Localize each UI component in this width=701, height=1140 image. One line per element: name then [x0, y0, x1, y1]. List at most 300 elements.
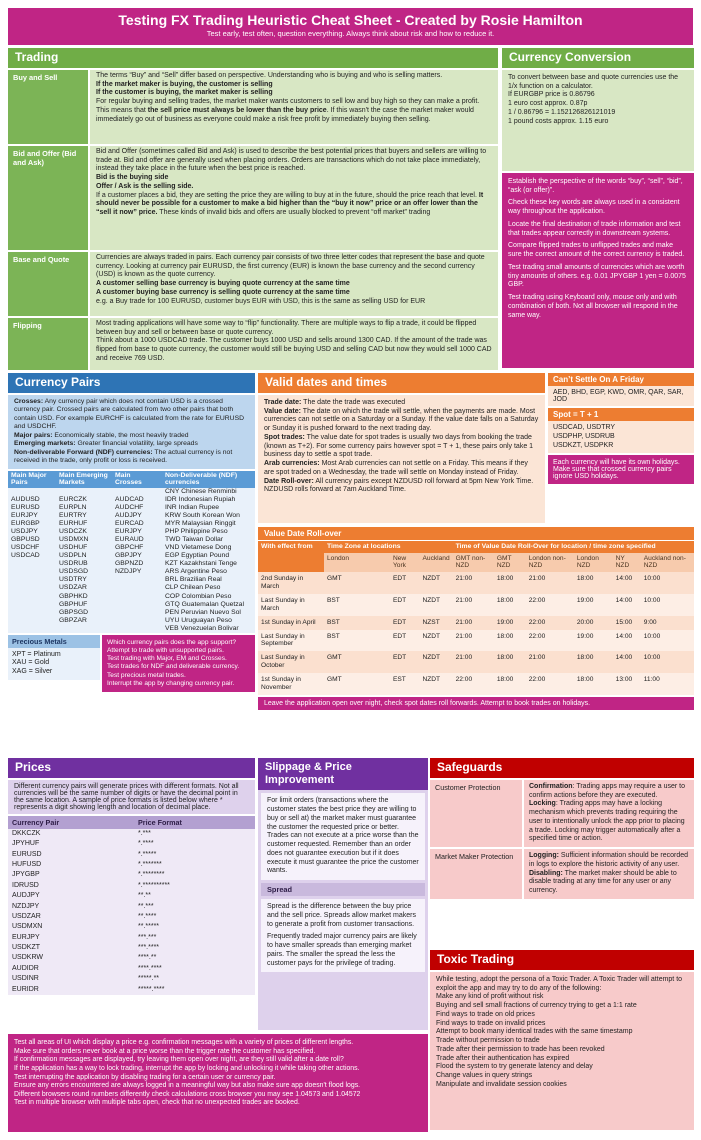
table-cell: UYU Uruguayan Peso — [165, 616, 232, 624]
table-cell: 21:00 — [453, 630, 494, 652]
text-line: Test interrupting the application by disabling trading for a certain user or currency pair. — [14, 1073, 276, 1081]
table-cell: EURCAD — [115, 520, 144, 528]
text-line: Buying and sell small fractions of currency trying to get a 1:1 rate — [436, 1002, 637, 1010]
bold-text-segment: Crosses: — [14, 397, 44, 405]
spread-body — [261, 899, 425, 972]
text-line: USDPHP, USDRUB — [553, 432, 615, 440]
table-row — [8, 568, 255, 576]
bold-text-segment: Confirmation — [529, 782, 573, 790]
text-segment: The terms “Buy” and “Sell” differ based on perspective. Understanding who is buying and who is selling matters. — [96, 71, 443, 79]
table-cell: 18:00 — [494, 594, 526, 616]
table-cell: USDPLN — [59, 552, 87, 560]
table-cell: EURUSD — [11, 504, 40, 512]
table-cell — [8, 576, 56, 584]
table-cell: BRL Brazilian Real — [165, 576, 222, 584]
table-cell: EURUSD — [12, 850, 42, 858]
table-cell: NZDT — [420, 651, 453, 673]
currency-pairs-title: Currency Pairs — [8, 373, 255, 393]
table-cell: GMT — [324, 651, 390, 673]
table-cell — [8, 601, 56, 609]
bold-text-segment: Major pairs: — [14, 431, 53, 439]
table-cell: 13:00 — [613, 673, 641, 695]
text-line: Attempt to trade with unsupported pairs. — [107, 646, 224, 654]
table-cell — [8, 568, 56, 576]
text-line: For limit orders (transactions where the customer states the best price they are willing to buy or sell at) the market maker must guarantee the customer the requested price or better. Trades can not execute at a price worse than the customer requested. Remember than an order does not guarantee execution but if it does execute it must guarantee the price the customer wants. — [267, 797, 419, 875]
slippage-body — [261, 793, 425, 880]
table-cell: IDR Indonesian Rupiah — [165, 496, 236, 504]
bold-text-segment: Arab currencies: — [264, 460, 320, 468]
text-line — [529, 870, 689, 896]
table-cell: NZDT — [420, 673, 453, 695]
table-cell: EURIDR — [12, 985, 39, 993]
table-cell: EDT — [390, 630, 420, 652]
table-cell: 22:00 — [453, 673, 494, 695]
safeguards-row-market-maker-protection — [430, 849, 694, 899]
column-header: Price Format — [134, 816, 255, 829]
text-line — [529, 800, 689, 844]
text-line — [96, 192, 492, 218]
table-cell: London — [324, 553, 390, 572]
text-line — [14, 440, 249, 448]
text-segment: Most trading applications will have some way to “flip” functionality. There are multiple ways to flip a trade, it could be flipped between buy and sell or between base or quote currency. — [96, 319, 477, 336]
table-cell: GBPJPY — [115, 552, 142, 560]
text-line: Spread is the difference between the buy price and the sell price. Spreads allow market makers to generate a profit from customer transactions. — [267, 903, 417, 928]
cant-settle-friday-title: Can’t Settle On A Friday — [548, 373, 694, 386]
text-line: If confirmation messages are displayed, try leaving them open over night, are they still valid after a date roll? — [14, 1056, 344, 1064]
table-cell: NY NZD — [613, 553, 641, 572]
table-cell — [112, 609, 162, 617]
text-line: Test trades for NDF and deliverable currency. — [107, 663, 240, 671]
table-cell: JPYGBP — [12, 871, 40, 879]
text-line — [264, 478, 539, 496]
table-cell: AUDCAD — [115, 496, 144, 504]
text-segment: : Trading apps may have a locking mechanism which prevents trading requiring the user to intentionally unlock the app prior to placing a trade. Locking may trigger automatically after a specified time or action. — [529, 800, 685, 843]
table-cell: 21:00 — [526, 651, 574, 673]
table-cell — [112, 593, 162, 601]
table-cell: ****.**** — [138, 964, 162, 972]
spot-t1-title: Spot = T + 1 — [548, 408, 694, 421]
text-line — [96, 89, 492, 98]
row-content — [90, 252, 498, 316]
table-cell: 10:00 — [641, 630, 694, 652]
table-cell — [112, 488, 162, 496]
table-cell: GBPNZD — [115, 560, 144, 568]
table-row — [8, 974, 255, 984]
row-label: Market Maker Protection — [430, 849, 522, 899]
table-cell: 21:00 — [453, 616, 494, 630]
table-cell: EDT — [390, 616, 420, 630]
table-row — [8, 544, 255, 552]
table-cell: GBPHUF — [59, 600, 88, 608]
table-header-row — [8, 471, 255, 489]
table-cell — [8, 593, 56, 601]
table-cell: EGP Egyptian Pound — [165, 552, 230, 560]
text-line — [96, 183, 492, 192]
text-line: 1 euro cost approx. 0.87p — [508, 100, 588, 108]
table-cell: EURHUF — [59, 520, 88, 528]
table-cell: 20:00 — [574, 616, 613, 630]
table-row — [8, 964, 255, 974]
text-line — [96, 289, 492, 298]
table-cell: IDRUSD — [12, 881, 39, 889]
table-row — [8, 860, 255, 870]
column-group-header: Time Zone at locations — [324, 541, 453, 553]
text-line: Make any kind of profit without risk — [436, 993, 544, 1001]
table-row — [8, 891, 255, 901]
text-line: Change values in query strings — [436, 1072, 533, 1080]
cant-settle-friday-currencies: AED, BHD, EGP, KWD, OMR, QAR, SAR, JOD — [548, 386, 694, 406]
table-cell: PHP Philippine Peso — [165, 528, 228, 536]
table-cell: New York — [390, 553, 420, 572]
bold-text-segment: If the market maker is buying, the customer is selling — [96, 80, 273, 88]
section-slippage — [258, 758, 428, 1030]
table-cell: BST — [324, 630, 390, 652]
table-cell: INR Indian Rupee — [165, 504, 220, 512]
table-cell: USDINR — [12, 975, 39, 983]
text-line: Trade after their authentication has expired — [436, 1054, 570, 1062]
text-line — [96, 298, 492, 307]
section-currency-pairs — [8, 373, 255, 754]
table-cell: NZDJPY — [115, 568, 142, 576]
table-cell: USDMXN — [59, 536, 89, 544]
column-header: Non-Deliverable (NDF) currencies — [162, 471, 255, 489]
table-cell: Last Sunday in March — [258, 594, 324, 616]
text-line — [14, 449, 249, 466]
text-line: If EURGBP price is 0.86796 — [508, 91, 595, 99]
text-line: Find ways to trade on invalid prices — [436, 1019, 546, 1027]
bold-text-segment: A customer buying base currency is selling quote currency at the same time — [96, 288, 350, 296]
table-cell: EURJPY — [11, 512, 38, 520]
table-cell: EDT — [390, 594, 420, 616]
table-cell: Auckland — [420, 553, 453, 572]
bold-text-segment: Bid is the buying side — [96, 174, 169, 182]
sheet-title: Testing FX Trading Heuristic Cheat Sheet - Created by Rosie Hamilton — [118, 12, 583, 28]
table-cell: 22:00 — [526, 616, 574, 630]
column-header: With effect from — [258, 541, 324, 572]
prices-table — [8, 816, 255, 995]
table-cell: USDCAD — [11, 552, 40, 560]
section-valid-dates — [258, 373, 545, 525]
table-cell: EST — [390, 673, 420, 695]
table-cell: EURAUD — [115, 536, 144, 544]
text-segment: If a customer places a bid, they are setting the price they are willing to buy at in the future, should the price reach that level. — [96, 191, 479, 199]
rollover-table-body — [258, 572, 694, 695]
currency-pairs-table-body — [8, 488, 255, 632]
text-line — [96, 148, 492, 174]
table-cell — [112, 625, 162, 633]
text-line — [96, 98, 492, 124]
text-line: Interrupt the app by changing currency pair. — [107, 679, 235, 687]
table-cell: USDKZT — [12, 944, 40, 952]
row-content — [524, 849, 694, 899]
table-cell: 1st Sunday in November — [258, 673, 324, 695]
precious-metals-block — [8, 635, 255, 692]
table-cell: 18:00 — [494, 673, 526, 695]
table-cell: 10:00 — [641, 572, 694, 594]
text-line: Ensure any errors encountered are always logged in a meaningful way but also make sure app doesn't flood logs. — [14, 1082, 361, 1090]
table-cell: *****.**** — [138, 985, 165, 993]
table-cell: NZDT — [420, 572, 453, 594]
table-row — [258, 616, 694, 630]
precious-metals-column — [8, 635, 100, 692]
text-line: To convert between base and quote currencies use the 1/x function on a calculator. — [508, 73, 679, 90]
table-cell: GMT non-NZD — [453, 553, 494, 572]
prices-table-head — [8, 816, 255, 829]
table-row — [8, 504, 255, 512]
table-cell — [8, 617, 56, 625]
trading-section-title: Trading — [8, 48, 498, 68]
text-line: Make sure that orders never book at a price worse than the trigger rate the customer has specified. — [14, 1047, 316, 1055]
text-segment: The value date for spot trades is usually two days from booking the trade (known as T+2). For some currency pairs however spot = T + 1, these pairs only take 1 business day to settle a spot trade. — [264, 433, 534, 459]
text-line: XAU = Gold — [12, 659, 50, 667]
slippage-title: Slippage & Price Improvement — [258, 758, 428, 790]
text-segment: For regular buying and selling trades, the market maker wants customers to sell low and buy high so they can make a profit. This means that — [96, 98, 480, 114]
table-row — [8, 536, 255, 544]
text-line — [96, 72, 492, 81]
table-row — [8, 625, 255, 633]
bold-text-segment: Value date: — [264, 407, 301, 415]
table-cell: 11:00 — [641, 673, 694, 695]
column-header: Main Major Pairs — [8, 471, 56, 489]
table-cell: 18:00 — [494, 572, 526, 594]
table-cell: EDT — [390, 651, 420, 673]
text-line — [264, 460, 539, 478]
table-cell: GMT — [324, 572, 390, 594]
toxic-trading-list — [436, 993, 688, 1089]
text-segment: Greater financial volatility, large spreads — [75, 440, 198, 448]
table-cell — [8, 609, 56, 617]
bold-text-segment: A customer selling base currency is buying quote currency at the same time — [96, 280, 350, 288]
table-cell: BST — [324, 616, 390, 630]
table-cell: 14:00 — [613, 651, 641, 673]
text-line: Check these key words are always used in a consistent way throughout the application. — [508, 199, 680, 216]
table-cell: EURJPY — [12, 933, 40, 941]
table-row — [8, 609, 255, 617]
section-prices — [8, 758, 255, 1030]
holiday-test-tip: Each currency will have its own holidays. Make sure that crossed currency pairs ignore USD holidays. — [548, 455, 694, 484]
text-line: Establish the perspective of the words “buy”, “sell”, “bid”, “ask (or offer)”. — [508, 177, 683, 194]
table-cell: NZDJPY — [12, 902, 40, 910]
table-row — [8, 985, 255, 995]
table-cell: EURPLN — [59, 504, 87, 512]
table-cell: 2nd Sunday in March — [258, 572, 324, 594]
table-cell: COP Colombian Peso — [165, 592, 232, 600]
table-cell: USDZAR — [12, 912, 41, 920]
row-label: Flipping — [8, 318, 88, 370]
table-row — [8, 933, 255, 943]
table-cell: *.********** — [138, 881, 170, 889]
table-cell: GBPHKD — [59, 592, 88, 600]
row-content — [90, 318, 498, 370]
trading-row-buy-and-sell — [8, 70, 498, 144]
prices-title: Prices — [8, 758, 255, 778]
bold-text-segment: Disabling: — [529, 869, 563, 877]
column-group-header: Time of Value Date Roll-Over for location / time zone specified — [453, 541, 694, 553]
table-row — [8, 881, 255, 891]
trading-row-flipping — [8, 318, 498, 370]
table-row — [8, 593, 255, 601]
sheet-subtitle: Test early, test often, question everything. Always think about risk and how to reduce it. — [206, 29, 495, 38]
table-cell: **.**** — [138, 912, 157, 920]
table-cell: 22:00 — [526, 594, 574, 616]
bold-text-segment: Trade date: — [264, 398, 302, 406]
row-content — [90, 146, 498, 250]
table-cell: Last Sunday in October — [258, 651, 324, 673]
table-cell — [8, 560, 56, 568]
table-cell: JPYHUF — [12, 840, 40, 848]
currency-pairs-table — [8, 471, 255, 633]
row-label: Bid and Offer (Bid and Ask) — [8, 146, 88, 250]
table-cell: 21:00 — [526, 572, 574, 594]
table-row — [8, 943, 255, 953]
table-cell: GMT NZD — [494, 553, 526, 572]
table-cell: 18:00 — [574, 651, 613, 673]
text-segment: These kinds of invalid bids and offers are usually blocked to prevent “off market” trading — [157, 209, 431, 217]
text-segment: Currencies are always traded in pairs. Each currency pair consists of two three letter codes that represent the base and quote currency. Looking at currency pair EURUSD, the first currency (EUR) is known the base currency and the second currency (USD) is known as the quote currency. — [96, 253, 485, 279]
table-cell: VND Vietamese Dong — [165, 544, 232, 552]
table-cell: **.***** — [138, 923, 160, 931]
text-line — [96, 337, 492, 363]
table-cell — [56, 488, 112, 496]
table-cell: VEB Venezuelan Bolivar — [165, 624, 239, 632]
table-cell: Auckland non-NZD — [641, 553, 694, 572]
table-header-row — [8, 816, 255, 829]
table-cell: *.******** — [138, 871, 165, 879]
safeguards-row-customer-protection — [430, 780, 694, 847]
table-cell: GMT — [324, 673, 390, 695]
valid-dates-title: Valid dates and times — [258, 373, 545, 393]
text-line — [96, 254, 492, 280]
table-cell: EURGBP — [11, 520, 40, 528]
text-line: Test trading using Keyboard only, mouse only and with combination of both. Not all browser will respond in the same way. — [508, 294, 678, 319]
table-row — [8, 528, 255, 536]
table-cell: EURTRY — [59, 512, 87, 520]
bold-text-segment: Locking — [529, 800, 556, 808]
bold-text-segment: If the customer is buying, the market maker is selling — [96, 89, 273, 97]
text-segment: Any currency pair which does not contain USD is a crossed currency pair. Crossed pairs are calculated from two other pairs that both contain USD. For example EURCHF is calculated from the rate for EURUSD and USDCHF. — [14, 397, 245, 431]
prices-intro: Different currency pairs will generate prices with different formats. Not all currencies will be the same number of digits or have the decimal point in the same location. A sample of price formats is listed below where * represents a digit showing length and location of decimal place. — [8, 780, 255, 814]
table-cell: 21:00 — [453, 572, 494, 594]
table-row — [258, 630, 694, 652]
table-cell — [112, 617, 162, 625]
table-cell: KZT Kazakhstani Tenge — [165, 560, 237, 568]
text-line: Which currency pairs does the app support? — [107, 638, 237, 646]
text-line — [264, 434, 539, 460]
section-safeguards — [430, 758, 694, 946]
text-line: 1 / 0.86796 = 1.152126826121019 — [508, 108, 616, 116]
table-cell: KRW South Korean Won — [165, 512, 240, 520]
table-header-row — [258, 541, 694, 553]
table-cell: London non-NZD — [526, 553, 574, 572]
table-cell: 10:00 — [641, 594, 694, 616]
table-cell: London NZD — [574, 553, 613, 572]
table-cell: **.*** — [138, 902, 154, 910]
text-line: Find ways to trade on old prices — [436, 1010, 535, 1018]
text-line — [14, 398, 249, 432]
text-segment: Economically stable, the most heavily traded — [52, 431, 189, 439]
rollover-table-head — [258, 541, 694, 572]
table-row — [8, 520, 255, 528]
table-cell: 22:00 — [526, 630, 574, 652]
text-line: Trade without permission to trade — [436, 1037, 540, 1045]
table-row — [8, 850, 255, 860]
table-cell: GTQ Guatemalan Quetzal — [165, 600, 244, 608]
bold-text-segment: Logging: — [529, 852, 559, 860]
table-cell: AUDIDR — [12, 964, 39, 972]
row-label: Customer Protection — [430, 780, 522, 847]
table-cell: 18:00 — [574, 673, 613, 695]
trading-row-bid-and-offer — [8, 146, 498, 250]
table-cell: Last Sunday in September — [258, 630, 324, 652]
table-row — [8, 617, 255, 625]
table-row — [8, 488, 255, 496]
section-value-date-rollover — [258, 527, 694, 754]
currency-conversion-title: Currency Conversion — [502, 48, 694, 68]
table-cell: ARS Argentine Peso — [165, 568, 227, 576]
text-line — [14, 432, 249, 440]
table-cell: USDRUB — [59, 560, 88, 568]
text-segment: Think about a 1000 USDCAD trade. The customer buys 1000 USD and sells around 1300 CAD. If the amount of the trade was flipped from base to quote currency, the customer would still be buying USD and selling CAD but now they would sell 1000 CAD and receive 769 USD. — [96, 337, 492, 362]
table-cell: USDTRY — [59, 576, 87, 584]
column-header: Main Emerging Markets — [56, 471, 112, 489]
table-cell: CNY Chinese Renminbi — [165, 488, 237, 496]
column-header: Main Crosses — [112, 471, 162, 489]
section-currency-conversion — [502, 48, 694, 370]
table-cell — [8, 625, 56, 633]
text-segment: The date on which the trade will settle, when the payments are made. Most currencies can not settle on a Saturday or a Sunday. If the value date falls on a Saturday or Sunday it is pushed forward to the next trading day. — [264, 407, 539, 433]
table-cell: *****.** — [138, 975, 160, 983]
table-cell: USDCHF — [11, 544, 40, 552]
table-cell: NZDT — [420, 594, 453, 616]
table-cell: USDHUF — [59, 544, 88, 552]
table-row — [8, 953, 255, 963]
table-cell: *.***** — [138, 850, 157, 858]
text-line: If the application has a way to lock trading, interrupt the app by locking and unlocking it while taking other actions. — [14, 1064, 360, 1072]
table-cell: 14:00 — [613, 594, 641, 616]
table-row — [8, 912, 255, 922]
table-row — [8, 512, 255, 520]
table-cell — [112, 601, 162, 609]
table-cell: **.** — [138, 892, 151, 900]
table-cell: AUDJPY — [115, 512, 142, 520]
precious-metals-title: Precious Metals — [8, 635, 100, 648]
table-row — [8, 902, 255, 912]
table-cell: AUDCHF — [115, 504, 144, 512]
text-line — [96, 81, 492, 90]
table-cell: AUDUSD — [11, 496, 40, 504]
table-row — [8, 576, 255, 584]
table-row — [8, 601, 255, 609]
text-line — [264, 408, 539, 434]
table-row — [8, 496, 255, 504]
row-content — [90, 70, 498, 144]
text-line — [96, 280, 492, 289]
table-cell: 18:00 — [494, 630, 526, 652]
table-cell: USDZAR — [59, 584, 87, 592]
table-cell: *.******* — [138, 860, 162, 868]
table-cell: EDT — [390, 572, 420, 594]
table-cell: *.*** — [138, 829, 151, 837]
currency-pairs-table-head — [8, 471, 255, 489]
text-segment: All currency pairs except NZDUSD roll forward at 5pm New York Time. NZDUSD rolls forward at 7am Auckland Time. — [264, 477, 534, 494]
table-cell: USDCZK — [59, 528, 87, 536]
valid-dates-body — [258, 395, 545, 523]
table-cell: 19:00 — [574, 594, 613, 616]
table-row — [8, 922, 255, 932]
text-line: Manipulate and invalidate session cookies — [436, 1080, 567, 1088]
text-segment: The actual currency is not received in the trade, only profit or loss is received. — [14, 448, 233, 465]
text-line: USDKZT, USDPKR — [553, 441, 614, 449]
